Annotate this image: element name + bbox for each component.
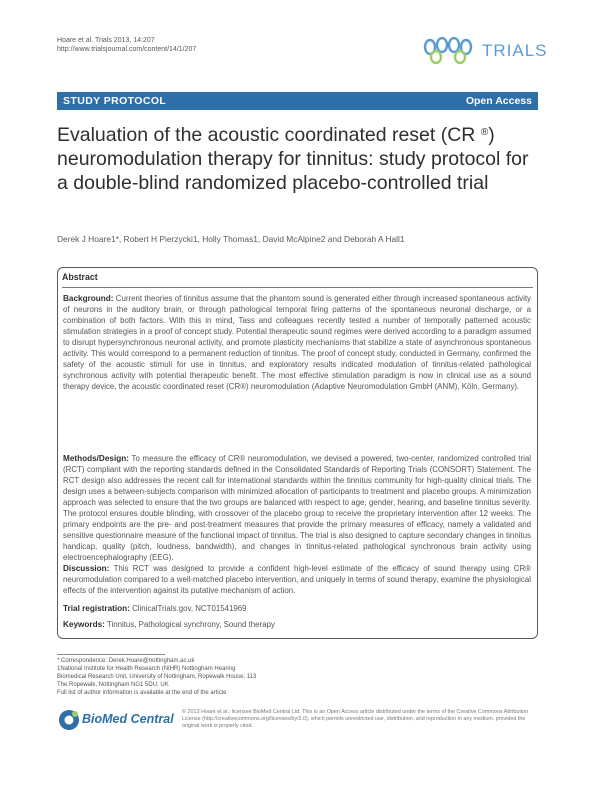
article-type-label: STUDY PROTOCOL (63, 95, 167, 107)
trials-logo-text: TRIALS (482, 41, 548, 60)
article-url[interactable]: http://www.trialsjournal.com/content/14/1/207 (57, 46, 197, 53)
title-line1: Evaluation of the acoustic coordinated reset (CR (57, 124, 476, 146)
section-label: Methods/Design: (63, 454, 129, 463)
biomed-central-logo-text: BioMed Central (82, 712, 174, 726)
section-text: Current theories of tinnitus assume that the phantom sound is generated either through increased spontaneous activity of neurons in the auditory brain, or through pathological temporal firing patterns of the spontaneous neuronal discharge, or a combination of both factors. With this in mind, Tass and colleagues recently tested a number of temporally patterned acoustic stimulation strategies in a proof of concept study. Potential therapeutic sound regimes were derived according to a paradigm assumed to disrupt hypersynchronous neuronal activity, and promote plasticity mechanisms that stabilize a state of asynchronous spontaneous activity. This would correspond to a permanent reduction of tinnitus. The proof of concept study, conducted in Germany, confirmed the safety of the acoustic stimuli for use in tinnitus, and exploratory results indicated modulation of tinnitus-related pathological synchronous activity with potential therapeutic benefit. The most effective stimulation paradigm is now in clinical use as a sound therapy device, the acoustic coordinated reset (CR®) neuromodulation (Adaptive Neuromodulation GmbH (ANM), Köln, Germany). (63, 294, 531, 391)
abstract-heading: Abstract (62, 272, 98, 282)
registered-mark: ® (480, 127, 489, 138)
open-access-label: Open Access (465, 95, 532, 107)
footnotes (57, 657, 317, 697)
abstract-keywords (63, 619, 531, 630)
section-label: Discussion: (63, 564, 110, 573)
affiliation-line: Biomedical Research Unit, University of Nottingham, Ropewalk House, 113 (57, 674, 257, 681)
affiliation-line: 1National Institute for Health Research (NIHR) Nottingham Hearing (57, 666, 236, 673)
abstract-methods (63, 453, 531, 563)
copyright-notice: © 2013 Hoare et al.; licensee BioMed Central Ltd. This is an Open Access article distributed under the terms of the Creative Commons Attribution License (http://creativecommons.org/licenses/by/2.0), which permits unrestricted use, distribution, and reproduction in any medium, provided the original work is properly cited. (182, 709, 529, 730)
section-text: Tinnitus, Pathological synchrony, Sound therapy (106, 620, 275, 629)
affiliation-line: The Ropewalk, Nottingham NG1 5DU, UK (57, 682, 169, 689)
correspondence-note[interactable]: * Correspondence: Derek.Hoare@nottingham.ac.uk (57, 658, 195, 664)
abstract-divider (62, 287, 533, 288)
abstract-trial-registration (63, 603, 531, 614)
abstract-background (63, 293, 531, 392)
section-label: Background: (63, 294, 114, 303)
title-line1-end: ) (488, 124, 495, 146)
footnote-divider (57, 654, 165, 655)
title-rest: neuromodulation therapy for tinnitus: study protocol for a double-blind randomized placebo-controlled trial (57, 148, 529, 194)
article-title (57, 121, 537, 195)
article-type-banner (57, 92, 538, 110)
section-label: Keywords: (63, 620, 105, 629)
section-text: ClinicalTrials.gov, NCT01541969 (132, 604, 247, 613)
section-text: To measure the efficacy of CR® neuromodulation, we devised a powered, two-center, randomized controlled trial (RCT) compliant with the reporting standards defined in the Consolidated Standards of Reporting Trials (CONSORT) Statement. The RCT design also addresses the recent call for international standards within the tinnitus community for high-quality clinical trials. The design uses a between-subjects comparison with minimized allocation of participants to treatment and placebo groups. A minimization approach was selected to ensure that the two groups are balanced with respect to age, gender, hearing, and baseline tinnitus severity. The protocol ensures double blinding, with crossover of the placebo group to receive the proprietary intervention after 12 weeks. The primary endpoints are the pre- and post-treatment measures that provide the primary measures of efficacy, namely a validated and sensitive questionnaire measure of the functional impact of tinnitus. The trial is also designed to capture secondary changes in tinnitus handicap, quality (pitch, loudness, bandwidth), and changes in tinnitus-related pathological synchronous brain activity using electroencephalography (EEG). (63, 454, 531, 562)
section-text: This RCT was designed to provide a confident high-level estimate of the efficacy of sound therapy using CR® neuromodulation compared to a well-matched placebo intervention, and uniquely in terms of sound therapy, examine the physiological effects of the intervention against its putative mechanism of action. (63, 564, 531, 595)
citation-line: Hoare et al. Trials 2013, 14:207 (57, 37, 155, 44)
author-info-note: Full list of author information is available at the end of the article (57, 690, 227, 697)
author-list: Derek J Hoare1*, Robert H Pierzycki1, Holly Thomas1, David McAlpine2 and Deborah A Hall1 (57, 234, 405, 244)
abstract-discussion (63, 563, 531, 596)
section-label: Trial registration: (63, 604, 130, 613)
